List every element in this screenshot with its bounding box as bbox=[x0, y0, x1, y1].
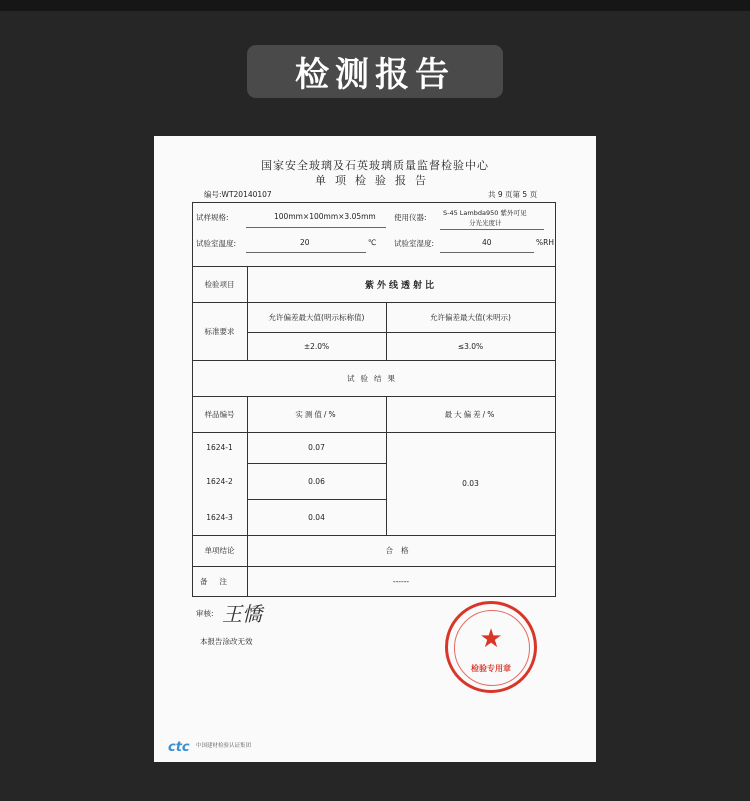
sample-id: 1624-3 bbox=[206, 512, 233, 522]
temp-value: 20 bbox=[300, 238, 310, 247]
humidity-label: 试验室湿度: bbox=[394, 239, 435, 248]
report-document bbox=[154, 136, 596, 762]
reviewer-signature: 王憍 bbox=[222, 602, 262, 626]
requirement-col1: 允许偏差最大值(明示标称值) bbox=[268, 312, 365, 322]
sample-spec-label: 试样规格: bbox=[196, 213, 229, 222]
report-number: 编号:WT20140107 bbox=[204, 190, 272, 199]
humidity-unit: %RH bbox=[536, 238, 554, 247]
underline bbox=[440, 252, 534, 253]
results-header: 试验结果 bbox=[347, 373, 401, 383]
reviewer-label: 审核: bbox=[196, 609, 214, 618]
measured-value: 0.07 bbox=[308, 443, 325, 452]
report-org: 国家安全玻璃及石英玻璃质量监督检验中心 bbox=[261, 159, 489, 172]
requirement-val1: ±2.0% bbox=[303, 341, 330, 351]
table-border-top bbox=[192, 202, 556, 203]
sample-id: 1624-1 bbox=[206, 443, 233, 452]
star-icon: ★ bbox=[479, 624, 503, 654]
official-seal bbox=[445, 601, 537, 693]
temp-label: 试验室温度: bbox=[196, 239, 237, 248]
col-sample-header: 样品编号 bbox=[204, 409, 235, 419]
conclusion-label: 单项结论 bbox=[204, 546, 235, 555]
item-label: 检验项目 bbox=[204, 279, 235, 289]
validity-note: 本报告涂改无效 bbox=[200, 637, 253, 646]
item-value: 紫外线透射比 bbox=[364, 280, 437, 291]
requirement-label: 标准要求 bbox=[204, 326, 235, 336]
top-strip bbox=[0, 0, 750, 11]
ctc-logo: ctc bbox=[168, 740, 190, 755]
report-title: 单项检验报告 bbox=[315, 174, 435, 187]
requirement-val2: ≤3.0% bbox=[457, 341, 484, 351]
temp-unit: ℃ bbox=[368, 238, 377, 247]
instrument-line2: 分光光度计 bbox=[469, 219, 502, 227]
instrument-label: 使用仪器: bbox=[394, 213, 427, 222]
underline bbox=[440, 229, 544, 230]
underline bbox=[246, 227, 386, 228]
sample-id: 1624-2 bbox=[206, 476, 233, 486]
max-deviation-value: 0.03 bbox=[462, 479, 479, 488]
remark-label: 备注 bbox=[200, 576, 239, 586]
conclusion-value: 合格 bbox=[385, 546, 417, 555]
sample-spec: 100mm×100mm×3.05mm bbox=[274, 212, 376, 221]
requirement-col2: 允许偏差最大值(未明示) bbox=[430, 312, 511, 322]
col-maxdev-header: 最大偏差/% bbox=[444, 409, 497, 419]
seal-text: 检验专用章 bbox=[471, 664, 511, 673]
measured-value: 0.04 bbox=[308, 512, 325, 522]
page-title: 检测报告 bbox=[247, 45, 503, 98]
remark-value: ------ bbox=[392, 576, 410, 586]
table-border-right bbox=[555, 202, 556, 597]
humidity-value: 40 bbox=[482, 238, 492, 247]
ctc-logo-text: 中国建材检验认证集团 bbox=[196, 743, 252, 749]
page-number: 共 9 页第 5 页 bbox=[488, 190, 538, 199]
col-measured-header: 实测值/% bbox=[295, 409, 338, 419]
measured-value: 0.06 bbox=[308, 476, 325, 486]
underline bbox=[246, 252, 366, 253]
instrument-line1: S-45 Lambda950 紫外可见 bbox=[443, 209, 527, 217]
